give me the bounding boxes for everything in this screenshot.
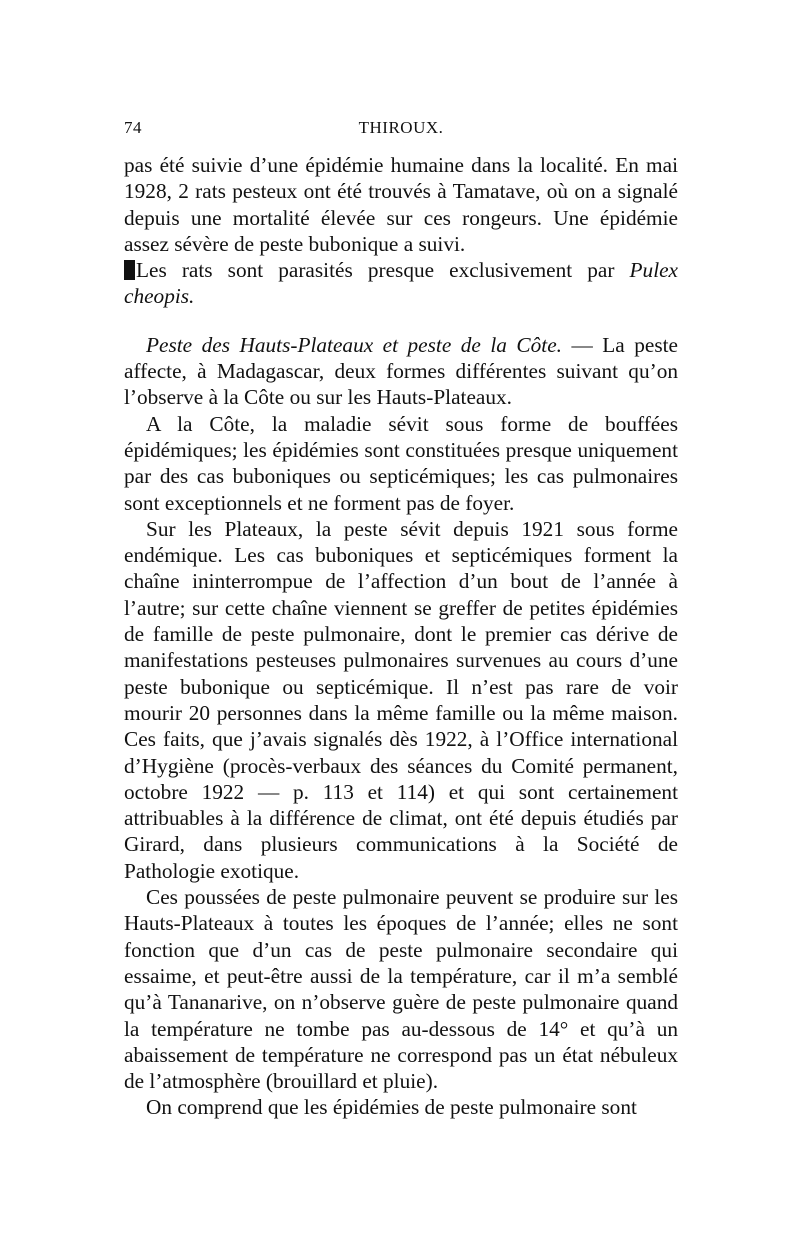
paragraph-2-text: Les rats sont parasités presque exclusivement par [136,258,615,283]
paragraph-4: A la Côte, la maladie sévit sous forme de bouffées épidémiques; les épidémies sont constituées presque uniquement par des cas buboniques ou septicémiques; les cas pulmonaires sont exceptionnels et ne forment pas de foyer. [124,411,678,515]
paragraph-3-text: — La peste affecte, à Madagascar, deux formes différentes suivant qu’on l’observe à la Côte ou sur les Hauts-Plateaux. [124,332,678,410]
running-head: THIROUX. [358,118,444,137]
paragraph-6: Ces poussées de peste pulmonaire peuvent se produire sur les Hauts-Plateaux à toutes les époques de l’année; elles ne sont fonction que d’un cas de peste pulmonaire secondaire qui essaime, et peut-être aussi de la température, car il m’a semblé qu’à Tananarive, on n’observe guère de peste pulmonaire quand la température ne tombe pas au-dessous de 14° et qu’à un abaissement de température ne correspond pas un état nébuleux de l’atmosphère (brouillard et pluie). [124,885,678,1094]
paragraph-3 [124,332,678,411]
body-text [124,152,678,1121]
paragraph-1: pas été suivie d’une épidémie humaine dans la localité. En mai 1928, 2 rats pesteux ont été trouvés à Tamatave, où on a signalé depuis une mortalité élevée sur ces rongeurs. Une épidémie assez sévère de peste bubonique a suivi. [124,153,678,256]
page-header [124,118,678,142]
page-number: 74 [124,118,142,137]
paragraph-5: Sur les Plateaux, la peste sévit depuis 1921 sous forme endémique. Les cas buboniques et septicémiques forment la chaîne ininterrompue de l’affection d’un bout de l’année à l’autre; sur cette chaîne viennent se greffer de petites épidémies de famille de peste pulmonaire, dont le premier cas dérive de manifestations pesteuses pulmonaires survenues au cours d’une peste bubonique ou septicémique. Il n’est pas rare de voir mourir 20 personnes dans la même famille ou la même maison. Ces faits, que j’avais signalés dès 1922, à l’Office international d’Hygiène (procès-verbaux des séances du Comité permanent, octobre 1922 — p. 113 et 114) et qui sont certainement attribuables à la différence de climat, ont été depuis étudiés par Girard, dans plusieurs communications à la Société de Pathologie exotique. [124,516,678,883]
paragraph-7: On comprend que les épidémies de peste pulmonaire sont [146,1095,637,1120]
section-heading: Peste des Hauts-Plateaux et peste de la Côte. [146,332,562,357]
species-name: Pulex cheopis. [124,258,679,309]
paragraph-2 [124,257,678,310]
ink-blot-mark [124,260,135,280]
